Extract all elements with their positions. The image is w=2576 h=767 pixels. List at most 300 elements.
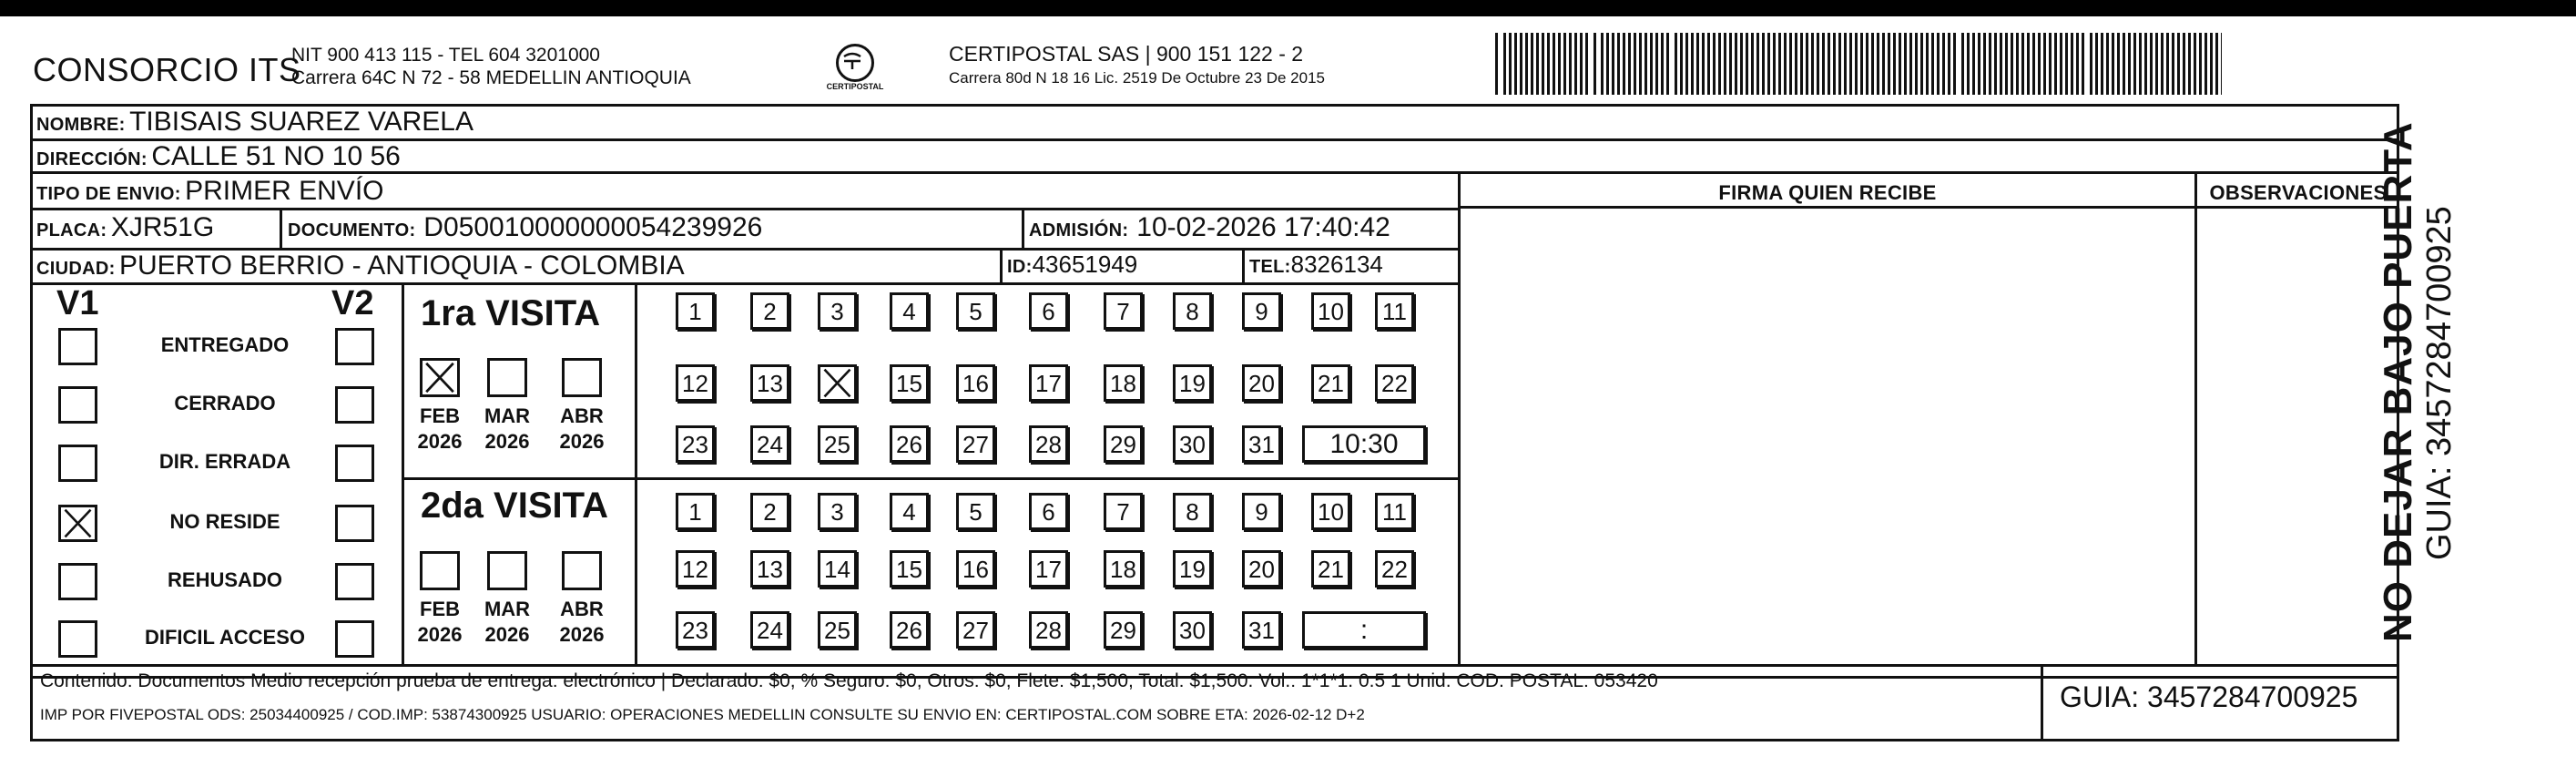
day-number: 21: [1318, 556, 1344, 583]
month-name: ABR: [560, 598, 604, 620]
barcode-bar: [1899, 33, 1901, 95]
barcode-bar: [2090, 33, 2092, 95]
barcode-bar: [2054, 33, 2057, 95]
day-number: 18: [1110, 370, 1136, 397]
barcode-bar: [2000, 33, 2002, 95]
day-cell[interactable]: [1242, 611, 1281, 649]
barcode-bar: [2071, 33, 2073, 95]
day-cell[interactable]: [1104, 493, 1143, 530]
month-year: 2026: [417, 623, 463, 646]
v1-checkbox[interactable]: [58, 386, 97, 424]
status-option-label: ENTREGADO: [160, 333, 290, 356]
direccion-value: CALLE 51 NO 10 56: [151, 141, 401, 171]
barcode-bar: [1713, 33, 1716, 95]
day-cell[interactable]: [890, 425, 929, 463]
barcode-bar: [2204, 33, 2207, 95]
month-label: [553, 597, 611, 648]
barcode-bar: [2150, 33, 2153, 95]
day-cell[interactable]: [956, 550, 995, 588]
barcode-bar: [1650, 33, 1653, 95]
day-cell[interactable]: [750, 611, 789, 649]
month-checkbox-mar[interactable]: [487, 358, 527, 397]
day-number: 18: [1110, 556, 1136, 583]
day-cell[interactable]: [676, 364, 715, 402]
day-cell[interactable]: [1104, 425, 1143, 463]
month-label: [478, 597, 536, 648]
barcode-bar: [2161, 33, 2164, 95]
barcode-bar: [1838, 33, 1841, 95]
admision-value: 10-02-2026 17:40:42: [1136, 212, 1390, 242]
barcode-bar: [1729, 33, 1732, 95]
barcode-bar: [1994, 33, 1997, 95]
day-number: 7: [1116, 498, 1130, 526]
month-label: [411, 597, 469, 648]
day-cell[interactable]: [750, 364, 789, 402]
v1-header: V1: [56, 284, 99, 322]
status-option-label: DIR. ERRADA: [158, 450, 291, 473]
v1-checkbox[interactable]: [58, 620, 97, 658]
day-cell[interactable]: [1104, 292, 1143, 330]
barcode-bar: [2128, 33, 2131, 95]
admision-field: ADMISIÓN: 10-02-2026 17:40:42: [1029, 212, 1390, 242]
day-number: 11: [1382, 298, 1407, 325]
day-cell[interactable]: [956, 493, 995, 530]
day-cell[interactable]: [1029, 292, 1068, 330]
day-number: 26: [896, 431, 922, 458]
barcode-bar: [2139, 33, 2142, 95]
day-cell[interactable]: [1029, 364, 1068, 402]
barcode-bar: [2038, 33, 2041, 95]
day-cell[interactable]: [1311, 364, 1350, 402]
barcode-bar: [1707, 33, 1710, 95]
day-cell[interactable]: [1242, 425, 1281, 463]
day-number: 27: [962, 431, 989, 458]
month-checkbox-mar[interactable]: [487, 551, 527, 590]
month-checkbox-feb[interactable]: [420, 358, 460, 397]
observaciones-header: OBSERVACIONES: [2209, 181, 2388, 204]
day-number: 30: [1179, 431, 1206, 458]
barcode-bar: [1553, 33, 1555, 95]
barcode-bar: [1585, 33, 1588, 95]
barcode-bar: [1909, 33, 1912, 95]
barcode-bar: [1542, 33, 1544, 95]
day-number: 1: [688, 498, 702, 526]
barcode-bar: [1942, 33, 1945, 95]
v2-checkbox[interactable]: [335, 328, 374, 365]
barcode-bar: [2183, 33, 2185, 95]
barcode-bar: [2101, 33, 2103, 95]
barcode-bar: [1617, 33, 1620, 95]
v1-checkbox[interactable]: [58, 328, 97, 365]
barcode-bar: [2177, 33, 2180, 95]
barcode-bar: [2133, 33, 2136, 95]
month-label: [411, 404, 469, 455]
barcode-bar: [1806, 33, 1808, 95]
barcode-bar: [2123, 33, 2125, 95]
v2-checkbox[interactable]: [335, 505, 374, 542]
barcode-bar: [2043, 33, 2046, 95]
x-mark-icon: [423, 361, 457, 394]
v2-checkbox[interactable]: [335, 386, 374, 424]
barcode-bar: [1778, 33, 1781, 95]
barcode-bar: [1601, 33, 1604, 95]
barcode-bar: [1495, 33, 1498, 95]
placa-field: PLACA: XJR51G: [36, 212, 215, 242]
day-number: 5: [969, 298, 983, 325]
day-cell[interactable]: [890, 611, 929, 649]
v1-checkbox[interactable]: [58, 563, 97, 600]
barcode-bar: [1926, 33, 1929, 95]
certipostal-logo: [826, 42, 884, 91]
day-number: 31: [1248, 431, 1275, 458]
barcode-bar: [1691, 33, 1694, 95]
signature-area[interactable]: [1461, 209, 2194, 664]
barcode-bar: [2215, 33, 2218, 95]
x-mark-icon: [61, 507, 95, 539]
company-address: Carrera 64C N 72 - 58 MEDELLIN ANTIOQUIA: [291, 67, 691, 88]
barcode-bar: [1675, 33, 1677, 95]
barcode-bar: [2106, 33, 2109, 95]
footer-content: Contenido: Documentos Medio recepción prueba de entrega: electrónico | Declarado: $0, % Seguro: $0, Otros: $0, Flete: $1,500, Total: $1,500. Vol.: 1*1*1. 0.5 1 Unid. COD. POSTAL: 053420: [40, 670, 1658, 691]
status-option-label: DIFICIL ACCESO: [144, 626, 305, 649]
barcode-bar: [1639, 33, 1642, 95]
day-cell[interactable]: [818, 425, 857, 463]
day-cell[interactable]: [818, 292, 857, 330]
barcode-bar: [1574, 33, 1577, 95]
day-cell[interactable]: [1242, 550, 1281, 588]
day-number: 22: [1381, 370, 1408, 397]
day-number: 24: [757, 617, 783, 644]
day-cell[interactable]: [1375, 493, 1414, 530]
day-number: 20: [1248, 556, 1275, 583]
barcode-bar: [2005, 33, 2008, 95]
barcode-bar: [2166, 33, 2169, 95]
barcode-bar: [1953, 33, 1956, 95]
day-cell[interactable]: [1311, 292, 1350, 330]
barcode-bar: [1702, 33, 1705, 95]
day-number: 10: [1318, 498, 1344, 526]
direccion-field: DIRECCIÓN: CALLE 51 NO 10 56: [36, 141, 401, 171]
day-cell[interactable]: [1173, 550, 1212, 588]
day-number: 3: [830, 298, 844, 325]
placa-value: XJR51G: [110, 212, 215, 242]
barcode-bar: [1904, 33, 1907, 95]
logo-text: CERTIPOSTAL: [826, 82, 884, 91]
v1-checkbox[interactable]: [58, 505, 97, 542]
barcode-bar: [1558, 33, 1561, 95]
barcode-bar: [2011, 33, 2013, 95]
day-cell[interactable]: [890, 292, 929, 330]
barcode-bar: [1882, 33, 1885, 95]
day-number: 11: [1382, 498, 1407, 526]
barcode-bar: [1937, 33, 1940, 95]
barcode-bar: [1514, 33, 1517, 95]
barcode-bar: [1696, 33, 1699, 95]
tipo-envio-field: TIPO DE ENVIO: PRIMER ENVÍO: [36, 176, 384, 206]
day-cell[interactable]: [890, 493, 929, 530]
barcode-bar: [1822, 33, 1825, 95]
day-cell[interactable]: [676, 493, 715, 530]
day-cell[interactable]: [818, 550, 857, 588]
day-cell[interactable]: [1375, 292, 1414, 330]
barcode-bar: [2112, 33, 2114, 95]
day-cell[interactable]: [1375, 550, 1414, 588]
barcode-bar: [1756, 33, 1759, 95]
time-box[interactable]: [1302, 425, 1426, 463]
day-cell[interactable]: [1242, 364, 1281, 402]
documento-value: D050010000000054239926: [423, 212, 763, 242]
barcode-bar: [1915, 33, 1918, 95]
barcode-bar: [1817, 33, 1819, 95]
barcode-bar: [1989, 33, 1991, 95]
day-number: 12: [682, 370, 708, 397]
day-cell[interactable]: [956, 364, 995, 402]
barcode-bar: [1569, 33, 1572, 95]
day-number: 21: [1318, 370, 1344, 397]
day-cell[interactable]: [676, 611, 715, 649]
day-cell[interactable]: [750, 425, 789, 463]
barcode-bar: [1740, 33, 1743, 95]
day-number: 23: [682, 617, 708, 644]
barcode-bar: [2060, 33, 2062, 95]
time-value: :: [1359, 615, 1369, 645]
month-name: FEB: [420, 598, 460, 620]
day-number: 30: [1179, 617, 1206, 644]
day-number: 10: [1318, 298, 1344, 325]
time-value: 10:30: [1329, 429, 1399, 459]
day-cell[interactable]: [818, 493, 857, 530]
day-number: 3: [830, 498, 844, 526]
barcode-bar: [1767, 33, 1770, 95]
nombre-field: NOMBRE: TIBISAIS SUAREZ VARELA: [36, 107, 473, 137]
barcode-bar: [1920, 33, 1923, 95]
day-cell[interactable]: [1375, 364, 1414, 402]
barcode-bar: [1634, 33, 1636, 95]
barcode-bar: [1531, 33, 1533, 95]
day-number: 25: [824, 431, 850, 458]
day-number: 26: [896, 617, 922, 644]
day-number: 12: [682, 556, 708, 583]
day-cell[interactable]: [1173, 611, 1212, 649]
day-cell[interactable]: [1311, 493, 1350, 530]
day-number: 16: [962, 556, 989, 583]
barcode-bar: [1606, 33, 1609, 95]
day-number: 15: [896, 556, 922, 583]
barcode-bar: [2172, 33, 2174, 95]
day-cell[interactable]: [1029, 611, 1068, 649]
month-year: 2026: [484, 623, 530, 646]
ciudad-field: CIUDAD: PUERTO BERRIO - ANTIOQUIA - COLOMBIA: [36, 251, 685, 281]
day-cell[interactable]: [956, 611, 995, 649]
day-number: 1: [688, 298, 702, 325]
barcode-bar: [2199, 33, 2202, 95]
day-number: 9: [1255, 498, 1268, 526]
time-box[interactable]: [1302, 611, 1426, 649]
day-cell[interactable]: [1242, 493, 1281, 530]
day-cell[interactable]: [750, 292, 789, 330]
certipostal-info: CERTIPOSTAL SAS | 900 151 122 - 2: [949, 42, 1304, 66]
day-number: 17: [1035, 370, 1062, 397]
barcode-bar: [1795, 33, 1797, 95]
day-cell[interactable]: [1104, 611, 1143, 649]
day-number: 9: [1255, 298, 1268, 325]
day-cell[interactable]: [676, 292, 715, 330]
day-cell[interactable]: [1029, 550, 1068, 588]
barcode-bar: [1893, 33, 1896, 95]
barcode-bar: [1718, 33, 1721, 95]
barcode-bar: [1967, 33, 1970, 95]
status-option-label: REHUSADO: [168, 568, 282, 591]
day-number: 28: [1035, 431, 1062, 458]
barcode: [1495, 33, 2222, 95]
day-number: 13: [757, 556, 783, 583]
day-number: 22: [1381, 556, 1408, 583]
day-number: 17: [1035, 556, 1062, 583]
day-cell[interactable]: [1173, 292, 1212, 330]
barcode-bar: [1871, 33, 1874, 95]
barcode-bar: [1509, 33, 1512, 95]
barcode-bar: [2016, 33, 2019, 95]
month-checkbox-abr[interactable]: [562, 551, 602, 590]
barcode-bar: [1563, 33, 1566, 95]
day-cell[interactable]: [956, 425, 995, 463]
month-year: 2026: [484, 430, 530, 453]
barcode-bar: [1789, 33, 1792, 95]
barcode-bar: [1860, 33, 1863, 95]
barcode-bar: [2155, 33, 2158, 95]
barcode-bar: [1877, 33, 1879, 95]
visit1-title: 1ra VISITA: [421, 293, 601, 333]
barcode-bar: [2027, 33, 2030, 95]
day-cell[interactable]: [1029, 493, 1068, 530]
day-number: 14: [824, 556, 850, 583]
barcode-bar: [1536, 33, 1539, 95]
day-cell[interactable]: [750, 493, 789, 530]
barcode-bar: [2065, 33, 2068, 95]
barcode-bar: [2144, 33, 2147, 95]
observations-area[interactable]: [2197, 209, 2397, 664]
day-number: 13: [757, 370, 783, 397]
barcode-bar: [2194, 33, 2196, 95]
day-cell[interactable]: [1104, 364, 1143, 402]
day-cell[interactable]: [890, 550, 929, 588]
id-field: ID:43651949: [1007, 251, 1138, 278]
v1-checkbox[interactable]: [58, 445, 97, 482]
day-cell[interactable]: [818, 364, 857, 402]
day-number: 4: [902, 498, 916, 526]
barcode-bar: [1685, 33, 1688, 95]
v2-checkbox[interactable]: [335, 620, 374, 658]
day-cell[interactable]: [1173, 425, 1212, 463]
barcode-bar: [1666, 33, 1669, 95]
barcode-bar: [1655, 33, 1658, 95]
status-option-label: CERRADO: [174, 392, 276, 414]
company-nit: NIT 900 413 115 - TEL 604 3201000: [291, 45, 600, 66]
barcode-bar: [2095, 33, 2098, 95]
month-name: FEB: [420, 404, 460, 427]
day-cell[interactable]: [818, 611, 857, 649]
day-cell[interactable]: [890, 364, 929, 402]
barcode-bar: [2032, 33, 2035, 95]
barcode-bar: [1547, 33, 1550, 95]
barcode-bar: [2188, 33, 2191, 95]
barcode-bar: [1628, 33, 1631, 95]
barcode-bar: [1773, 33, 1776, 95]
day-cell[interactable]: [1311, 550, 1350, 588]
day-number: 19: [1179, 556, 1206, 583]
barcode-bar: [2210, 33, 2213, 95]
v2-header: V2: [331, 284, 374, 322]
barcode-bar: [1623, 33, 1625, 95]
day-number: 8: [1186, 298, 1199, 325]
nombre-value: TIBISAIS SUAREZ VARELA: [129, 107, 473, 137]
month-checkbox-feb[interactable]: [420, 551, 460, 590]
barcode-bar: [1751, 33, 1754, 95]
v2-checkbox[interactable]: [335, 563, 374, 600]
ciudad-value: PUERTO BERRIO - ANTIOQUIA - COLOMBIA: [119, 251, 685, 281]
footer-guia: GUIA: 3457284700925: [2060, 680, 2358, 713]
barcode-bar: [1593, 33, 1596, 95]
day-number: 29: [1110, 431, 1136, 458]
tel-value: 8326134: [1290, 251, 1383, 278]
day-cell[interactable]: [1242, 292, 1281, 330]
barcode-bar: [1811, 33, 1814, 95]
v2-checkbox[interactable]: [335, 445, 374, 482]
documento-field: DOCUMENTO: D050010000000054239926: [288, 212, 763, 242]
barcode-bar: [1948, 33, 1950, 95]
day-number: 27: [962, 617, 989, 644]
month-label: [478, 404, 536, 455]
barcode-bar: [1855, 33, 1858, 95]
day-number: 5: [969, 498, 983, 526]
day-cell[interactable]: [1029, 425, 1068, 463]
day-cell[interactable]: [956, 292, 995, 330]
barcode-bar: [1888, 33, 1890, 95]
month-name: MAR: [484, 404, 531, 427]
day-cell[interactable]: [676, 550, 715, 588]
barcode-bar: [1661, 33, 1664, 95]
barcode-bar: [2049, 33, 2052, 95]
day-number: 8: [1186, 498, 1199, 526]
company-name: CONSORCIO ITS: [33, 51, 301, 88]
barcode-bar: [1612, 33, 1614, 95]
day-cell[interactable]: [1173, 364, 1212, 402]
barcode-bar: [1983, 33, 1986, 95]
barcode-bar: [1520, 33, 1522, 95]
day-cell[interactable]: [750, 550, 789, 588]
day-cell[interactable]: [676, 425, 715, 463]
barcode-bar: [1503, 33, 1506, 95]
barcode-bar: [1762, 33, 1765, 95]
day-cell[interactable]: [1173, 493, 1212, 530]
barcode-bar: [2076, 33, 2079, 95]
side-warning: NO DEJAR BAJO PUERTA: [2376, 121, 2420, 642]
month-year: 2026: [417, 430, 463, 453]
month-checkbox-abr[interactable]: [562, 358, 602, 397]
day-cell[interactable]: [1104, 550, 1143, 588]
tipo-envio-value: PRIMER ENVÍO: [185, 176, 384, 206]
day-number: 4: [902, 298, 916, 325]
barcode-bar: [1580, 33, 1583, 95]
day-number: 6: [1042, 498, 1055, 526]
day-number: 20: [1248, 370, 1275, 397]
barcode-bar: [1784, 33, 1787, 95]
day-number: 7: [1116, 298, 1130, 325]
barcode-bar: [1931, 33, 1934, 95]
visit2-title: 2da VISITA: [421, 486, 608, 526]
barcode-bar: [1866, 33, 1868, 95]
barcode-bar: [1644, 33, 1647, 95]
